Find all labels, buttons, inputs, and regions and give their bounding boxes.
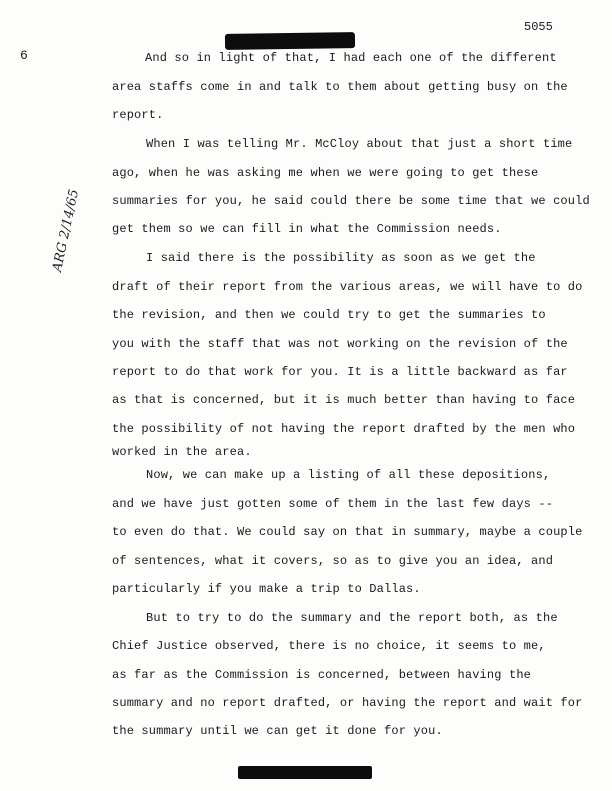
text-line: the possibility of not having the report drafted by the men who <box>112 422 576 436</box>
text-line: as that is concerned, but it is much better than having to face <box>112 393 576 407</box>
page-number: 5055 <box>524 20 553 34</box>
text-line: get them so we can fill in what the Commission needs. <box>112 222 502 236</box>
margin-line-number: 6 <box>20 48 28 63</box>
text-line: Chief Justice observed, there is no choice, it seems to me, <box>112 639 546 653</box>
text-line: the revision, and then we could try to get the summaries to <box>112 308 546 322</box>
text-line: summaries for you, he said could there be some time that we could <box>112 194 590 208</box>
text-line: draft of their report from the various areas, we will have to do <box>112 280 583 294</box>
text-line: as far as the Commission is concerned, between having the <box>112 668 532 682</box>
redaction-bar-top <box>225 32 355 50</box>
text-line: worked in the area. <box>112 445 252 459</box>
text-line: Now, we can make up a listing of all these depositions, <box>146 468 551 482</box>
text-line: summary and no report drafted, or having the report and wait for <box>112 696 583 710</box>
handwritten-annotation: ARG 2/14/65 <box>50 188 83 274</box>
text-line: And so in light of that, I had each one of the different <box>145 51 557 65</box>
text-line: report to do that work for you. It is a little backward as far <box>112 365 568 379</box>
redaction-bar-bottom <box>238 766 372 779</box>
text-line: and we have just gotten some of them in the last few days -- <box>112 497 554 511</box>
text-line: to even do that. We could say on that in summary, maybe a couple <box>112 525 583 539</box>
text-line: I said there is the possibility as soon as we get the <box>146 251 536 265</box>
text-line: particularly if you make a trip to Dallas. <box>112 582 421 596</box>
text-line: report. <box>112 108 164 122</box>
text-line: ago, when he was asking me when we were going to get these <box>112 166 539 180</box>
text-line: the summary until we can get it done for you. <box>112 724 443 738</box>
text-line: of sentences, what it covers, so as to give you an idea, and <box>112 554 554 568</box>
text-line: But to try to do the summary and the report both, as the <box>146 611 558 625</box>
text-line: area staffs come in and talk to them about getting busy on the <box>112 80 568 94</box>
text-line: When I was telling Mr. McCloy about that just a short time <box>146 137 573 151</box>
text-line: you with the staff that was not working on the revision of the <box>112 337 568 351</box>
